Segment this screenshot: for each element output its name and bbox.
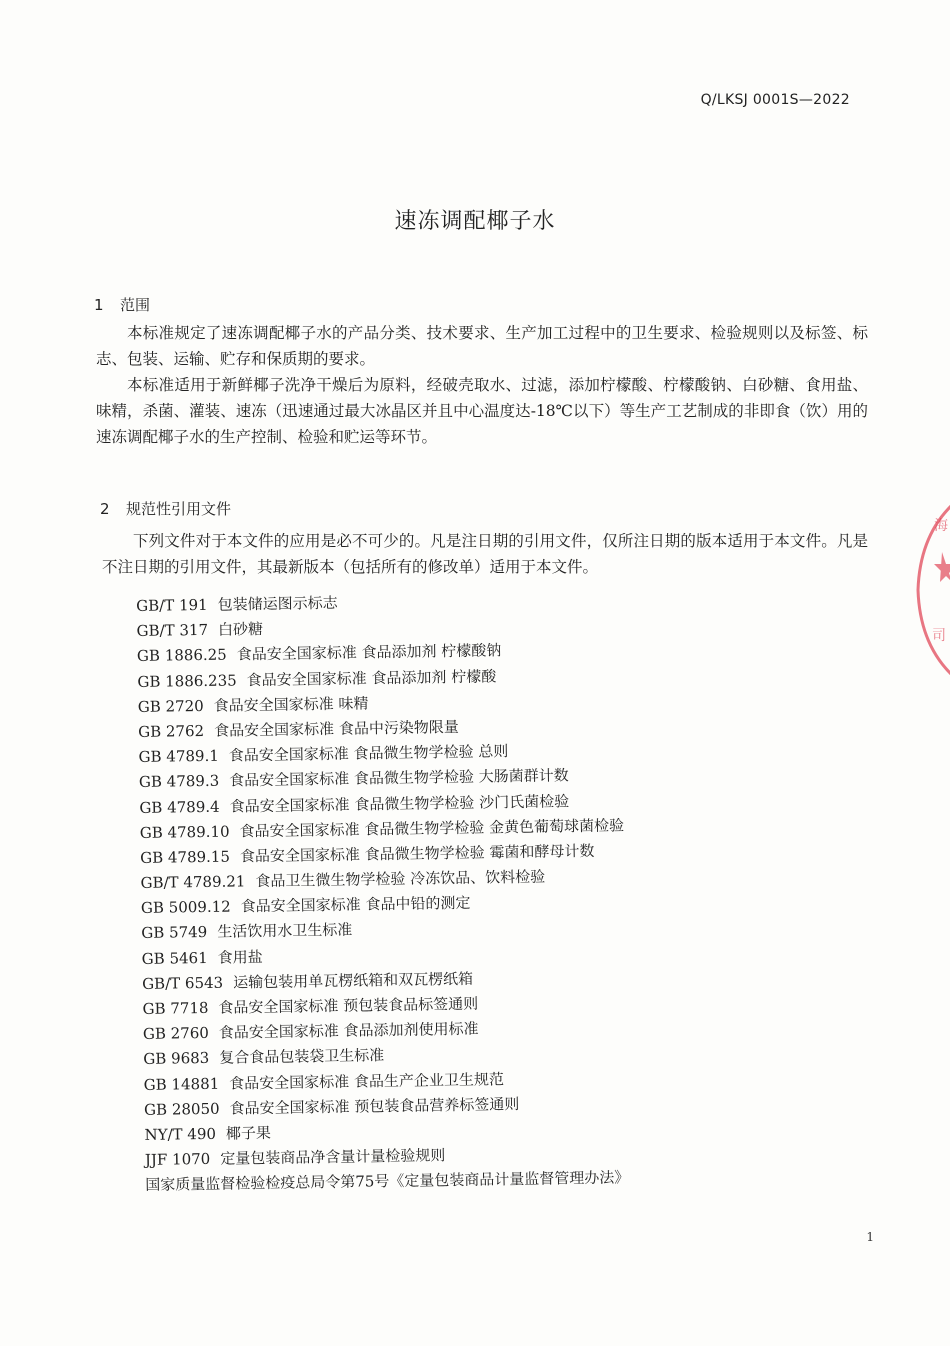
reference-code: GB 4789.15 xyxy=(140,847,231,867)
section-number: 1 xyxy=(94,296,104,314)
reference-code: GB/T 6543 xyxy=(141,973,224,993)
svg-text:司: 司 xyxy=(932,628,946,644)
reference-code: GB 5749 xyxy=(141,923,208,943)
reference-code: NY/T 490 xyxy=(144,1124,217,1144)
reference-code: GB 7718 xyxy=(142,998,209,1018)
references-intro xyxy=(102,528,868,580)
reference-title: 定量包装商品净含量计量检验规则 xyxy=(220,1146,446,1168)
reference-title: 食用盐 xyxy=(217,947,263,967)
paragraph: 本标准规定了速冻调配椰子水的产品分类、技术要求、生产加工过程中的卫生要求、检验规则以及标签、标志、包装、运输、贮存和保质期的要求。 xyxy=(96,324,868,368)
scope-text xyxy=(96,320,868,450)
reference-code: GB 4789.4 xyxy=(139,797,220,817)
reference-title: 食品安全国家标准 食品添加剂 柠檬酸钠 xyxy=(236,641,502,664)
reference-code: GB 5461 xyxy=(141,948,208,968)
reference-title: 食品安全国家标准 食品微生物学检验 金黄色葡萄球菌检验 xyxy=(239,816,625,841)
section-heading-scope xyxy=(94,294,150,315)
reference-code: GB/T 317 xyxy=(136,621,209,641)
seal-stamp-fragment xyxy=(912,490,950,690)
reference-title: 食品安全国家标准 味精 xyxy=(213,694,369,715)
reference-title: 食品安全国家标准 食品微生物学检验 霉菌和酵母计数 xyxy=(239,841,595,866)
reference-code: GB 2720 xyxy=(137,696,204,716)
reference-title: 包装储运图示标志 xyxy=(217,593,338,614)
reference-code: GB/T 4789.21 xyxy=(140,872,246,893)
reference-code: GB 1886.235 xyxy=(137,670,237,691)
reference-title: 食品安全国家标准 食品中污染物限量 xyxy=(213,717,460,740)
reference-title: 食品安全国家标准 食品生产企业卫生规范 xyxy=(229,1069,505,1093)
reference-title: 食品安全国家标准 食品添加剂使用标准 xyxy=(218,1019,479,1042)
paragraph: 本标准适用于新鲜椰子洗净干燥后为原料，经破壳取水、过滤，添加柠檬酸、柠檬酸钠、白砂糖、食用盐、味精，杀菌、灌装、速冻（迅速通过最大冰晶区并且中心温度达-18℃以下）等生产工艺制成的非即食（饮）用的速冻调配椰子水的生产控制、检验和贮运等环节。 xyxy=(96,376,868,446)
reference-title: 食品安全国家标准 食品添加剂 柠檬酸 xyxy=(246,666,497,689)
reference-code: GB 4789.1 xyxy=(138,746,219,767)
reference-title: 食品安全国家标准 预包装食品标签通则 xyxy=(218,994,479,1017)
reference-title: 食品安全国家标准 食品中铅的测定 xyxy=(240,894,471,916)
reference-code: GB 2760 xyxy=(142,1024,210,1044)
reference-title: 复合食品包装袋卫生标准 xyxy=(219,1046,385,1068)
svg-text:海: 海 xyxy=(934,518,948,534)
reference-title: 食品安全国家标准 预包装食品营养标签通则 xyxy=(229,1094,520,1118)
paragraph: 下列文件对于本文件的应用是必不可少的。凡是注日期的引用文件，仅所注日期的版本适用于本文件。凡是不注日期的引用文件，其最新版本（包括所有的修改单）适用于本文件。 xyxy=(102,532,868,576)
reference-title: 运输包装用单瓦楞纸箱和双瓦楞纸箱 xyxy=(232,969,474,992)
reference-title: 白砂糖 xyxy=(217,620,264,639)
reference-title: 食品安全国家标准 食品微生物学检验 沙门氏菌检验 xyxy=(229,791,570,816)
reference-title: 食品安全国家标准 食品微生物学检验 大肠菌群计数 xyxy=(229,766,569,790)
reference-code: GB 5009.12 xyxy=(140,897,231,918)
reference-code: GB 4789.10 xyxy=(139,822,230,842)
reference-title: 椰子果 xyxy=(225,1123,272,1143)
reference-title: 生活饮用水卫生标准 xyxy=(217,921,353,942)
standard-number: Q/LKSJ 0001S—2022 xyxy=(700,92,850,108)
section-title: 规范性引用文件 xyxy=(126,500,232,518)
section-number: 2 xyxy=(100,500,110,518)
section-title: 范围 xyxy=(120,296,151,314)
document-title: 速冻调配椰子水 xyxy=(394,209,556,234)
reference-code: JJF 1070 xyxy=(144,1150,211,1170)
reference-code: GB 14881 xyxy=(143,1074,220,1094)
reference-list xyxy=(136,584,785,1198)
reference-title: 食品卫生微生物学检验 冷冻饮品、饮料检验 xyxy=(255,867,546,891)
reference-code: GB 9683 xyxy=(143,1049,210,1069)
reference-title: 食品安全国家标准 食品微生物学检验 总则 xyxy=(228,742,509,765)
reference-code: GB 4789.3 xyxy=(138,772,220,792)
reference-code: GB 1886.25 xyxy=(136,645,227,666)
reference-code: GB 2762 xyxy=(138,721,205,741)
reference-title: 国家质量监督检验检疫总局令第75号《定量包装商品计量监督管理办法》 xyxy=(145,1168,630,1195)
section-heading-references xyxy=(100,498,231,519)
reference-code: GB/T 191 xyxy=(136,595,208,615)
reference-code: GB 28050 xyxy=(143,1099,220,1119)
page-number: 1 xyxy=(866,1230,874,1244)
